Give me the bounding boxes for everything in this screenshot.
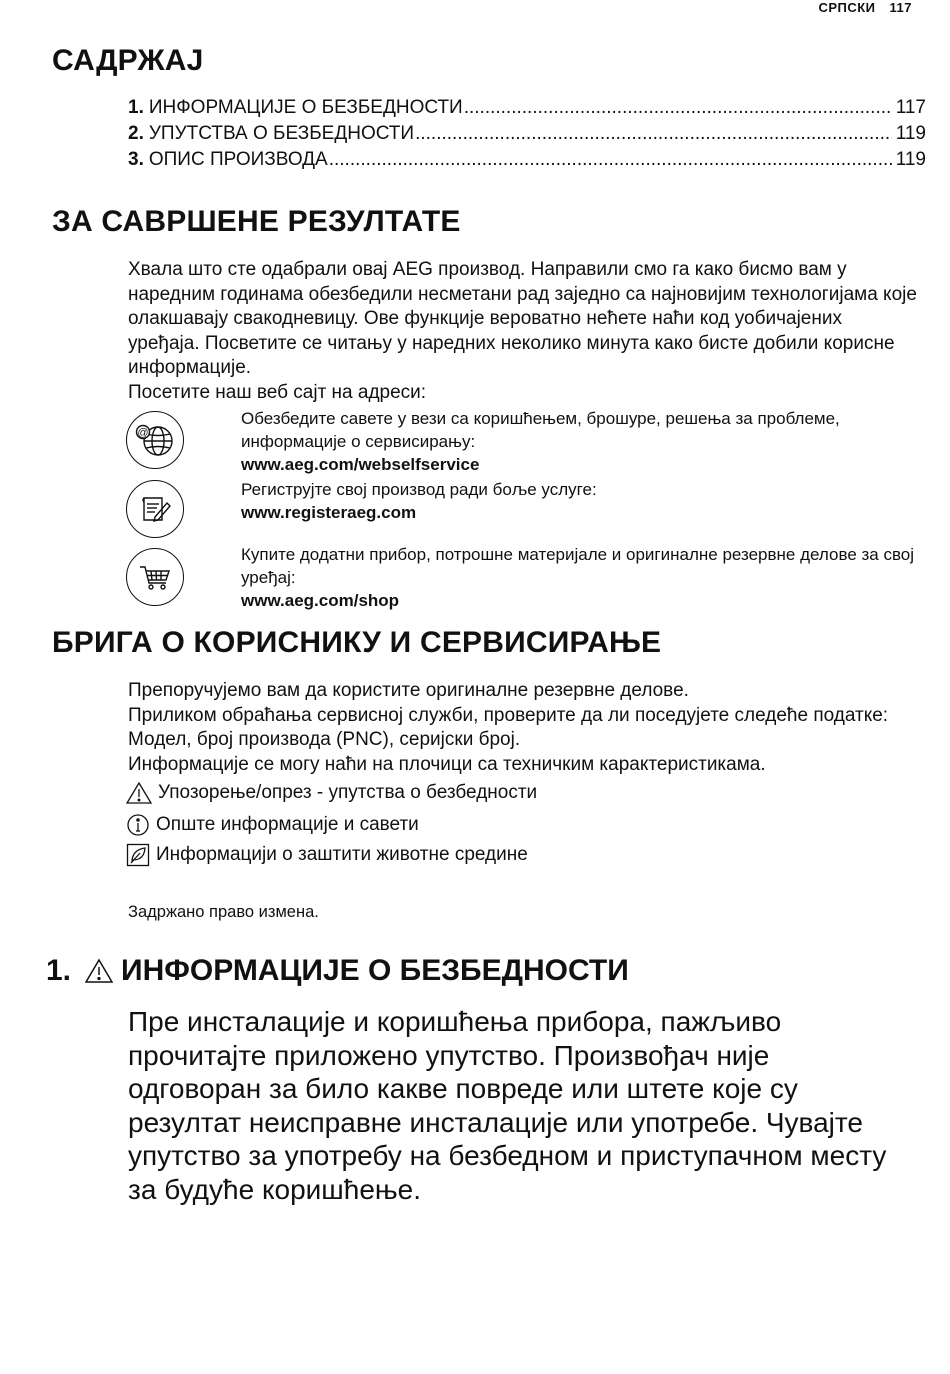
link-url[interactable]: www.aeg.com/webselfservice (241, 455, 480, 474)
register-document-icon (126, 480, 184, 538)
contents-title: САДРЖАЈ (52, 44, 204, 77)
toc-item-number: 3. (128, 149, 144, 170)
safety-info-title: ИНФОРМАЦИЈЕ О БЕЗБЕДНОСТИ (121, 954, 629, 987)
visit-website-line: Посетите наш веб сајт на адреси: (128, 381, 427, 403)
intro-paragraph: Хвала што сте одабрали овај AEG производ. Направили смо га како бисмо вам у наредним годинама обезбедили несметани рад заједно са најновијим технологијама које олакшавају свакодневицу. Ове функције вероватно нећете наћи код уобичајених уређаја. Посветите се читању у наредних неколико минута како бисте добили корисне информације. (128, 259, 917, 378)
toc-item-label: ОПИС ПРОИЗВОДА (148, 149, 328, 170)
rights-note: Задржано право измена. (128, 903, 319, 921)
shopping-cart-icon (126, 548, 184, 606)
link-text: Купите додатни прибор, потрошне материјале и оригиналне резервне делове за свој уређај: (241, 545, 915, 587)
toc-item-label: ИНФОРМАЦИЈЕ О БЕЗБЕДНОСТИ (148, 97, 463, 118)
link-url[interactable]: www.registeraeg.com (241, 503, 417, 522)
svg-text:@: @ (137, 427, 149, 439)
legend-info (126, 813, 419, 837)
link-description (241, 543, 926, 612)
warning-triangle-icon (85, 958, 113, 984)
care-paragraph-2: Приликом обраћања сервисној служби, проверите да ли поседујете следеће податке: Модел, број производа (PNC), серијски број. (128, 704, 889, 750)
toc-item[interactable] (128, 123, 926, 149)
environment-leaf-icon (126, 843, 150, 867)
toc-item[interactable] (128, 149, 926, 175)
link-text: Региструјте свој производ ради боље услуге: (241, 480, 597, 499)
link-register (126, 480, 926, 538)
table-of-contents (128, 97, 926, 175)
legend-warning (126, 781, 537, 805)
link-url[interactable]: www.aeg.com/shop (241, 591, 400, 610)
toc-item-page: 117 (895, 97, 926, 118)
globe-at-icon (126, 411, 184, 469)
perfect-results-intro (128, 258, 918, 405)
header-page-number: 117 (889, 0, 912, 15)
perfect-results-title: ЗА САВРШЕНЕ РЕЗУЛТАТЕ (52, 205, 461, 238)
info-circle-icon (126, 813, 150, 837)
legend-text: Информацији о заштити животне средине (156, 844, 528, 865)
toc-dot-leader (464, 97, 892, 119)
warning-triangle-icon (126, 781, 152, 805)
link-webselfservice (126, 409, 926, 474)
running-header (818, 0, 912, 15)
header-language: СРПСКИ (818, 0, 876, 15)
link-shop (126, 545, 926, 610)
toc-item[interactable] (128, 97, 926, 123)
care-paragraph-3: Информације се могу наћи на плочици са техничким карактеристикама. (128, 753, 766, 775)
legend-environment (126, 843, 528, 867)
link-text: Обезбедите савете у вези са коришћењем, брошуре, решења за проблеме, информације о сервисирању: (241, 409, 840, 451)
toc-dot-leader (415, 123, 892, 145)
toc-dot-leader (329, 149, 892, 171)
toc-item-label: УПУТСТВА О БЕЗБЕДНОСТИ (148, 123, 415, 144)
customer-care-title: БРИГА О КОРИСНИКУ И СЕРВИСИРАЊЕ (52, 626, 662, 659)
toc-item-number: 1. (128, 97, 144, 118)
toc-item-page: 119 (895, 149, 926, 170)
section-number: 1. (46, 954, 72, 987)
care-paragraph-1: Препоручујемо вам да користите оригиналне резервне делове. (128, 680, 689, 701)
toc-item-page: 119 (895, 123, 926, 144)
legend-text: Опште информације и савети (156, 814, 419, 835)
safety-info-heading (46, 954, 629, 988)
toc-item-number: 2. (128, 123, 144, 144)
link-description (241, 407, 926, 476)
safety-intro-text: Пре инсталације и коришћења прибора, пажљиво прочитајте приложено упутство. Произвођач није одговоран за било какве повреде или штете које су резултат неисправне инсталације или употребе. Чувајте упутство за употребу на безбедном и приступачном месту за будуће коришћење. (128, 1006, 887, 1205)
link-description (241, 478, 597, 524)
customer-care-text (128, 679, 918, 777)
legend-text: Упозорење/опрез - упутства о безбедности (158, 782, 538, 803)
